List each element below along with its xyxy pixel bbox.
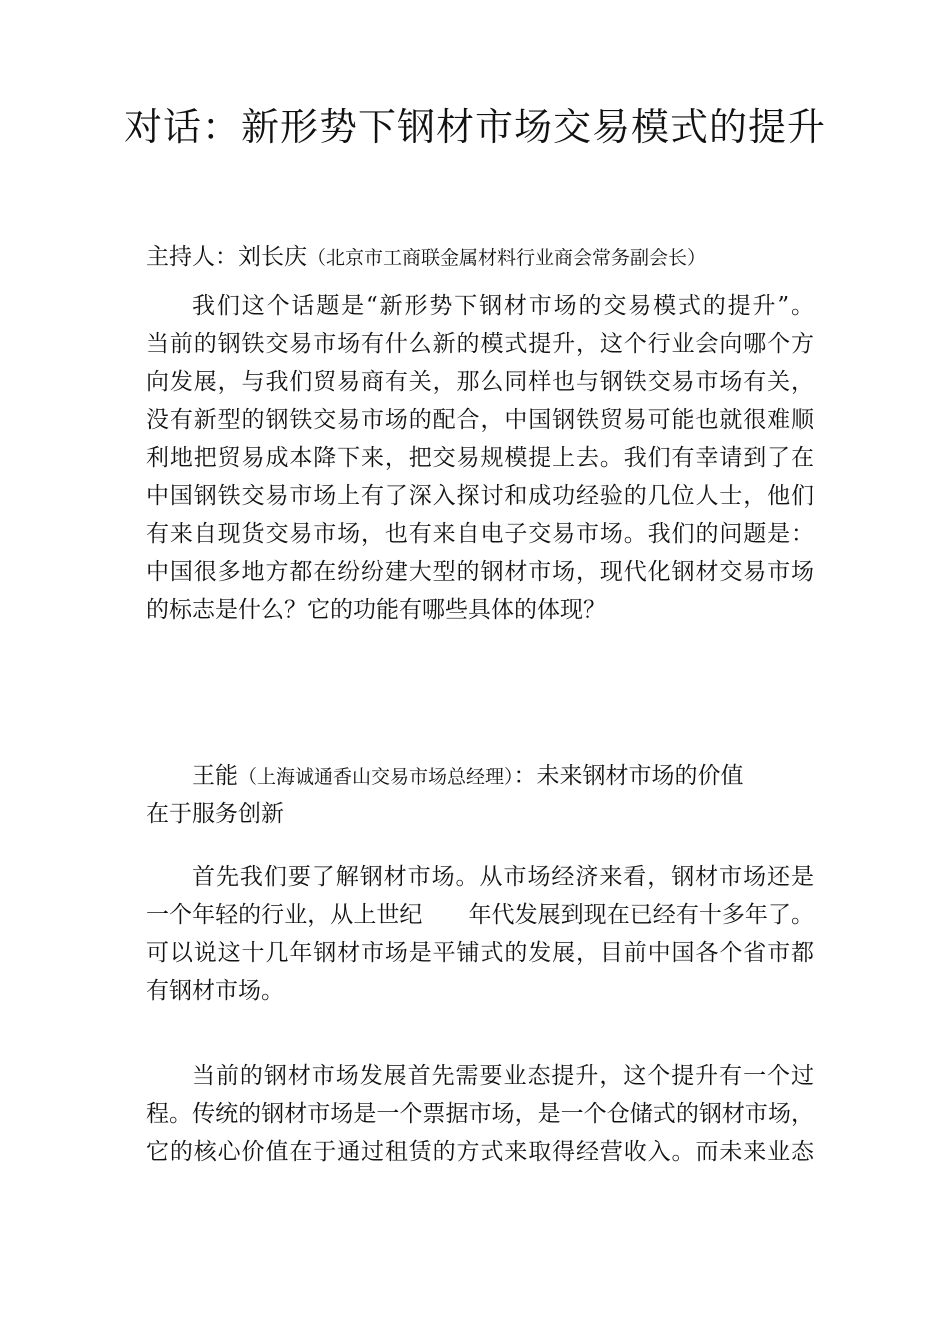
speaker-topic: ：未来钢材市场的价值 [513, 763, 744, 789]
host-line [146, 238, 814, 276]
paragraph-line: 当前的钢铁交易市场有什么新的模式提升，这个行业会向哪个方 [146, 331, 814, 357]
host-label: 主持人： [146, 244, 238, 270]
paragraph-line: 没有新型的钢铁交易市场的配合，中国钢铁贸易可能也就很难顺 [146, 407, 814, 433]
speaker-role: （上海诚通香山交易市场总经理） [238, 766, 514, 788]
paragraph-line: 一个年轻的行业，从上世纪 年代发展到现在已经有十多年了。 [146, 902, 814, 928]
paragraph-line: 有钢材市场。 [146, 978, 284, 1004]
paragraph-line: 的标志是什么？它的功能有哪些具体的体现？ [146, 597, 606, 623]
document-title: 对话：新形势下钢材市场交易模式的提升 [123, 105, 826, 149]
paragraph-line: 有来自现货交易市场，也有来自电子交易市场。我们的问题是： [146, 521, 814, 547]
paragraph-line: 利地把贸易成本降下来，把交易规模提上去。我们有幸请到了在 [146, 445, 814, 471]
paragraph-line: 我们这个话题是“新形势下钢材市场的交易模式的提升”。 [192, 293, 814, 319]
speaker-heading [146, 757, 814, 833]
paragraph-line: 可以说这十几年钢材市场是平铺式的发展，目前中国各个省市都 [146, 940, 814, 966]
paragraph-line: 当前的钢材市场发展首先需要业态提升，这个提升有一个过 [192, 1063, 814, 1089]
intro-paragraph [146, 287, 814, 629]
speaker-topic-continued: 在于服务创新 [146, 801, 284, 827]
paragraph-line: 中国很多地方都在纷纷建大型的钢材市场，现代化钢材交易市场 [146, 559, 814, 585]
host-name: 刘长庆 [238, 244, 307, 270]
speaker-paragraph-2 [146, 1057, 814, 1171]
paragraph-line: 向发展，与我们贸易商有关，那么同样也与钢铁交易市场有关， [146, 369, 814, 395]
speaker-paragraph-1 [146, 858, 814, 1010]
paragraph-line: 中国钢铁交易市场上有了深入探讨和成功经验的几位人士，他们 [146, 483, 814, 509]
paragraph-line: 首先我们要了解钢材市场。从市场经济来看，钢材市场还是 [192, 864, 814, 890]
host-role: （北京市工商联金属材料行业商会常务副会长） [307, 247, 707, 269]
paragraph-line: 它的核心价值在于通过租赁的方式来取得经营收入。而未来业态 [146, 1139, 814, 1165]
paragraph-line: 程。传统的钢材市场是一个票据市场，是一个仓储式的钢材市场， [146, 1101, 814, 1127]
speaker-name: 王能 [192, 763, 238, 789]
